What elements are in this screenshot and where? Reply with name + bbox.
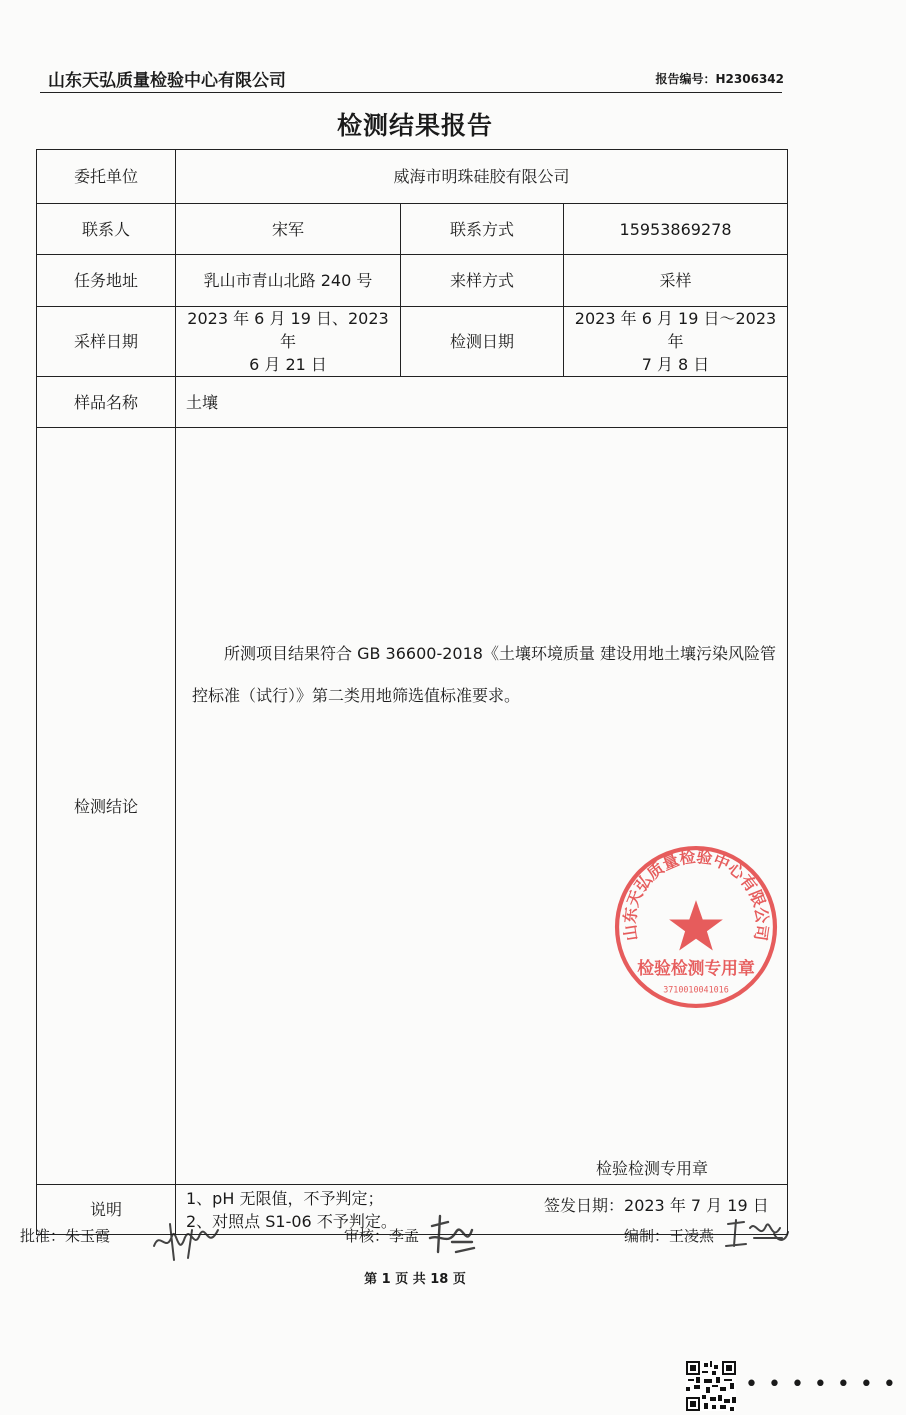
client-value: 威海市明珠硅胶有限公司 [176, 150, 788, 204]
official-seal [612, 843, 780, 1011]
row-contact [37, 204, 788, 255]
company-header: 山东天弘质量检验中心有限公司 [48, 71, 286, 91]
row-client [37, 150, 788, 204]
seal-company-text: 山东天弘质量检验中心有限公司 [620, 847, 772, 943]
sampling-date-line1: 2023 年 6 月 19 日、2023 年 [187, 309, 389, 351]
test-date-label: 检测日期 [401, 307, 564, 377]
sampling-date-label: 采样日期 [37, 307, 176, 377]
sample-method-value: 采样 [564, 255, 788, 307]
prepare-label: 编制： [624, 1227, 670, 1245]
sample-method-label: 来样方式 [401, 255, 564, 307]
page-number: 第 1 页 共 18 页 [364, 1272, 466, 1287]
phone-label: 联系方式 [401, 204, 564, 255]
header-divider [40, 92, 782, 93]
seal-label: 检验检测专用章 [596, 1159, 709, 1178]
test-date-line2: 7 月 8 日 [641, 355, 710, 374]
address-label: 任务地址 [37, 255, 176, 307]
address-value: 乳山市青山北路 240 号 [176, 255, 401, 307]
row-dates [37, 307, 788, 377]
approve-label: 批准： [20, 1227, 66, 1245]
conclusion-label: 检测结论 [37, 428, 176, 1185]
seal-purpose-text: 检验检测专用章 [637, 958, 755, 979]
approve-signature [148, 1210, 228, 1264]
review-block [344, 1225, 419, 1246]
sample-name-label: 样品名称 [37, 377, 176, 428]
report-number [655, 70, 784, 87]
note-1: 1、pH 无限值，不予判定； [186, 1188, 384, 1208]
report-number-label: 报告编号： [655, 72, 716, 86]
report-title: 检测结果报告 [336, 111, 493, 140]
review-label: 审核： [344, 1227, 390, 1245]
row-address [37, 255, 788, 307]
sampling-date-value [176, 307, 401, 377]
sampling-date-line2: 6 月 21 日 [249, 355, 327, 374]
issue-date-label: 签发日期： [544, 1196, 625, 1215]
seal-star-icon [669, 900, 723, 950]
seal-code-text: 3710010041016 [663, 984, 729, 995]
issue-date-value: 2023 年 7 月 19 日 [624, 1196, 769, 1215]
report-table [36, 149, 788, 1235]
conclusion-text: 所测项目结果符合 GB 36600-2018《土壤环境质量 建设用地土壤污染风险管控标准（试行）》第二类用地筛选值标准要求。 [192, 644, 777, 705]
prepare-signature [724, 1214, 790, 1254]
client-label: 委托单位 [37, 150, 176, 204]
row-sample-name [37, 377, 788, 428]
report-number-value: H2306342 [715, 72, 784, 86]
sample-name-value: 土壤 [176, 377, 788, 428]
review-signature [426, 1212, 478, 1258]
review-name: 李孟 [389, 1227, 420, 1245]
phone-value: 15953869278 [564, 204, 788, 255]
prepare-name: 王凌燕 [669, 1227, 715, 1245]
row-conclusion [37, 428, 788, 1185]
qr-code-icon [686, 1361, 736, 1411]
note-2: 2、对照点 S1-06 不予判定。 [186, 1211, 397, 1231]
notes-label: 说明 [37, 1185, 176, 1235]
decorative-dots: ••••••• [745, 1372, 906, 1397]
contact-label: 联系人 [37, 204, 176, 255]
test-date-value [564, 307, 788, 377]
test-date-line1: 2023 年 6 月 19 日～2023 年 [574, 309, 777, 351]
approve-block [20, 1225, 110, 1246]
contact-value: 宋军 [176, 204, 401, 255]
prepare-block [624, 1225, 714, 1246]
approve-name: 朱玉霞 [65, 1227, 111, 1245]
